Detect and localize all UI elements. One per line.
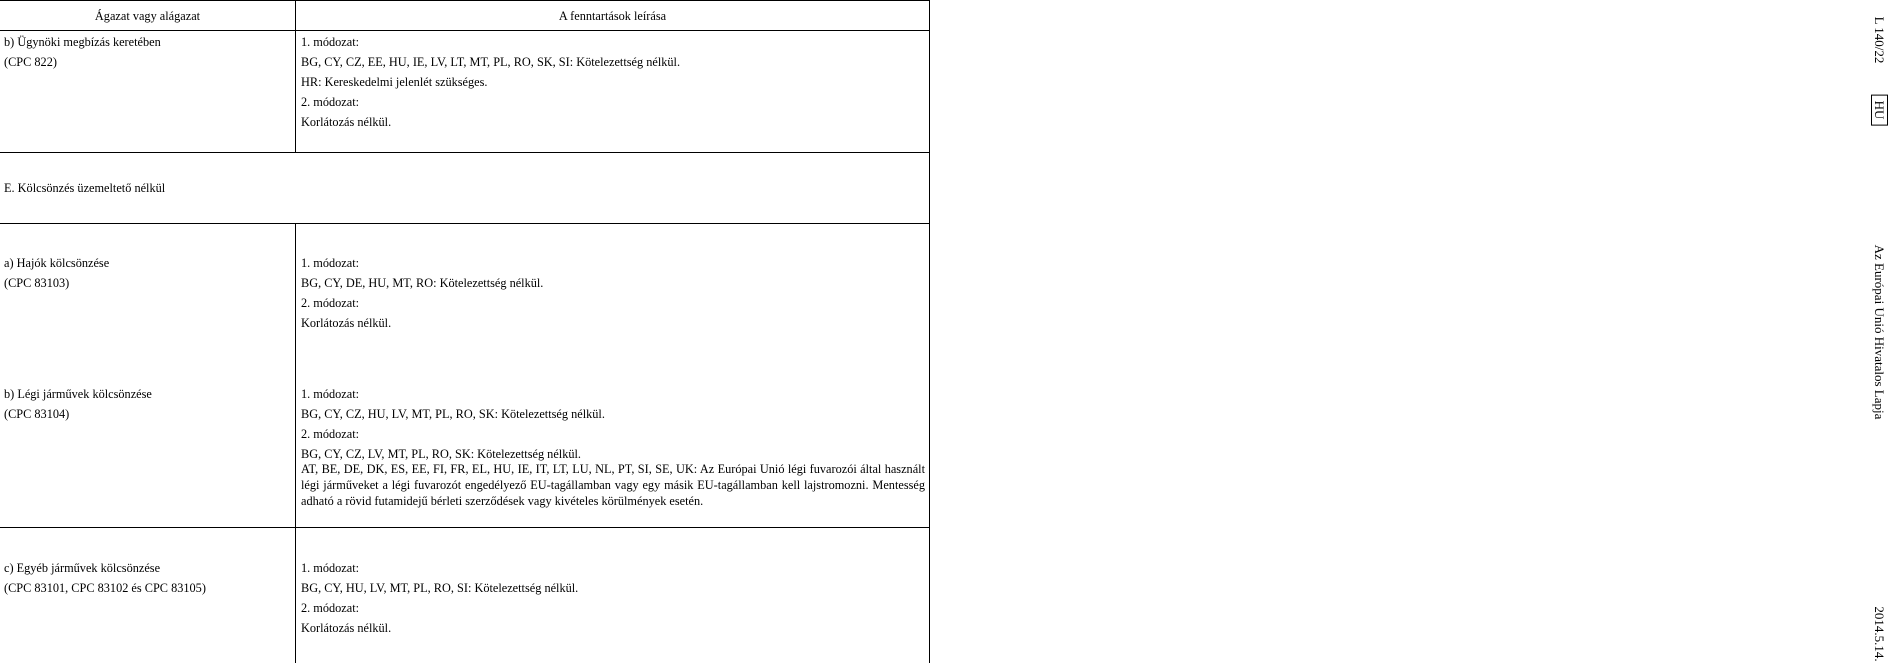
mode-label: 1. módozat: bbox=[301, 387, 360, 401]
reservation-text: BG, CY, HU, LV, MT, PL, RO, SI: Kötelezettség nélkül. bbox=[301, 581, 579, 595]
header-rule bbox=[0, 30, 929, 31]
reservation-text: Korlátozás nélkül. bbox=[301, 621, 392, 635]
sector-title: b) Ügynöki megbízás keretében bbox=[4, 35, 161, 49]
row-rule bbox=[0, 152, 929, 153]
publication-date: 2014.5.14. bbox=[1872, 606, 1887, 662]
mode-label: 1. módozat: bbox=[301, 256, 360, 270]
sector-code: (CPC 83103) bbox=[4, 276, 70, 290]
mode-label: 2. módozat: bbox=[301, 601, 360, 615]
page-margin-header bbox=[932, 0, 1887, 663]
mode-label: 1. módozat: bbox=[301, 35, 360, 49]
mode-label: 2. módozat: bbox=[301, 427, 360, 441]
mode-label: 2. módozat: bbox=[301, 296, 360, 310]
language-code-box: HU bbox=[1871, 95, 1888, 126]
row-rule bbox=[0, 223, 929, 224]
column-header-sector: Ágazat vagy alágazat bbox=[94, 9, 201, 23]
mode-label: 1. módozat: bbox=[301, 561, 360, 575]
row-rule bbox=[0, 527, 929, 528]
section-heading: E. Kölcsönzés üzemeltető nélkül bbox=[4, 181, 166, 195]
reservation-text: Korlátozás nélkül. bbox=[301, 115, 392, 129]
sector-title: b) Légi járművek kölcsönzése bbox=[4, 387, 152, 401]
reservation-text: BG, CY, DE, HU, MT, RO: Kötelezettség nélkül. bbox=[301, 276, 544, 290]
column-divider bbox=[295, 223, 296, 663]
sector-title: a) Hajók kölcsönzése bbox=[4, 256, 110, 270]
reservation-text: HR: Kereskedelmi jelenlét szükséges. bbox=[301, 75, 488, 89]
sector-title: c) Egyéb járművek kölcsönzése bbox=[4, 561, 161, 575]
reservation-text: BG, CY, CZ, LV, MT, PL, RO, SK: Kötelezettség nélkül. bbox=[301, 447, 581, 461]
language-code bbox=[1869, 95, 1889, 126]
issue-number: L 140/22 bbox=[1872, 16, 1887, 64]
reservation-text: Korlátozás nélkül. bbox=[301, 316, 392, 330]
right-border bbox=[929, 0, 930, 663]
reservation-text: BG, CY, CZ, HU, LV, MT, PL, RO, SK: Kötelezettség nélkül. bbox=[301, 407, 605, 421]
sector-code: (CPC 83104) bbox=[4, 407, 70, 421]
top-rule bbox=[0, 0, 929, 1]
reservation-text: BG, CY, CZ, EE, HU, IE, LV, LT, MT, PL, RO, SK, SI: Kötelezettség nélkül. bbox=[301, 55, 681, 69]
mode-label: 2. módozat: bbox=[301, 95, 360, 109]
journal-title: Az Európai Unió Hivatalos Lapja bbox=[1872, 244, 1887, 420]
reservation-paragraph: AT, BE, DE, DK, ES, EE, FI, FR, EL, HU, IE, IT, LT, LU, NL, PT, SI, SE, UK: Az Európai Unió légi fuvarozói által használt légi járműveket a légi fuvarozót engedélyező EU-tagállamban vagy egy másik EU-tagállamban kell lajstromozni. Mentesség adható a rövid futamidejű bérleti szerződések vagy kivételes körülmények esetén. bbox=[301, 462, 925, 508]
sector-code: (CPC 822) bbox=[4, 55, 57, 69]
column-header-description: A fenntartások leírása bbox=[558, 9, 667, 23]
sector-code: (CPC 83101, CPC 83102 és CPC 83105) bbox=[4, 581, 206, 595]
